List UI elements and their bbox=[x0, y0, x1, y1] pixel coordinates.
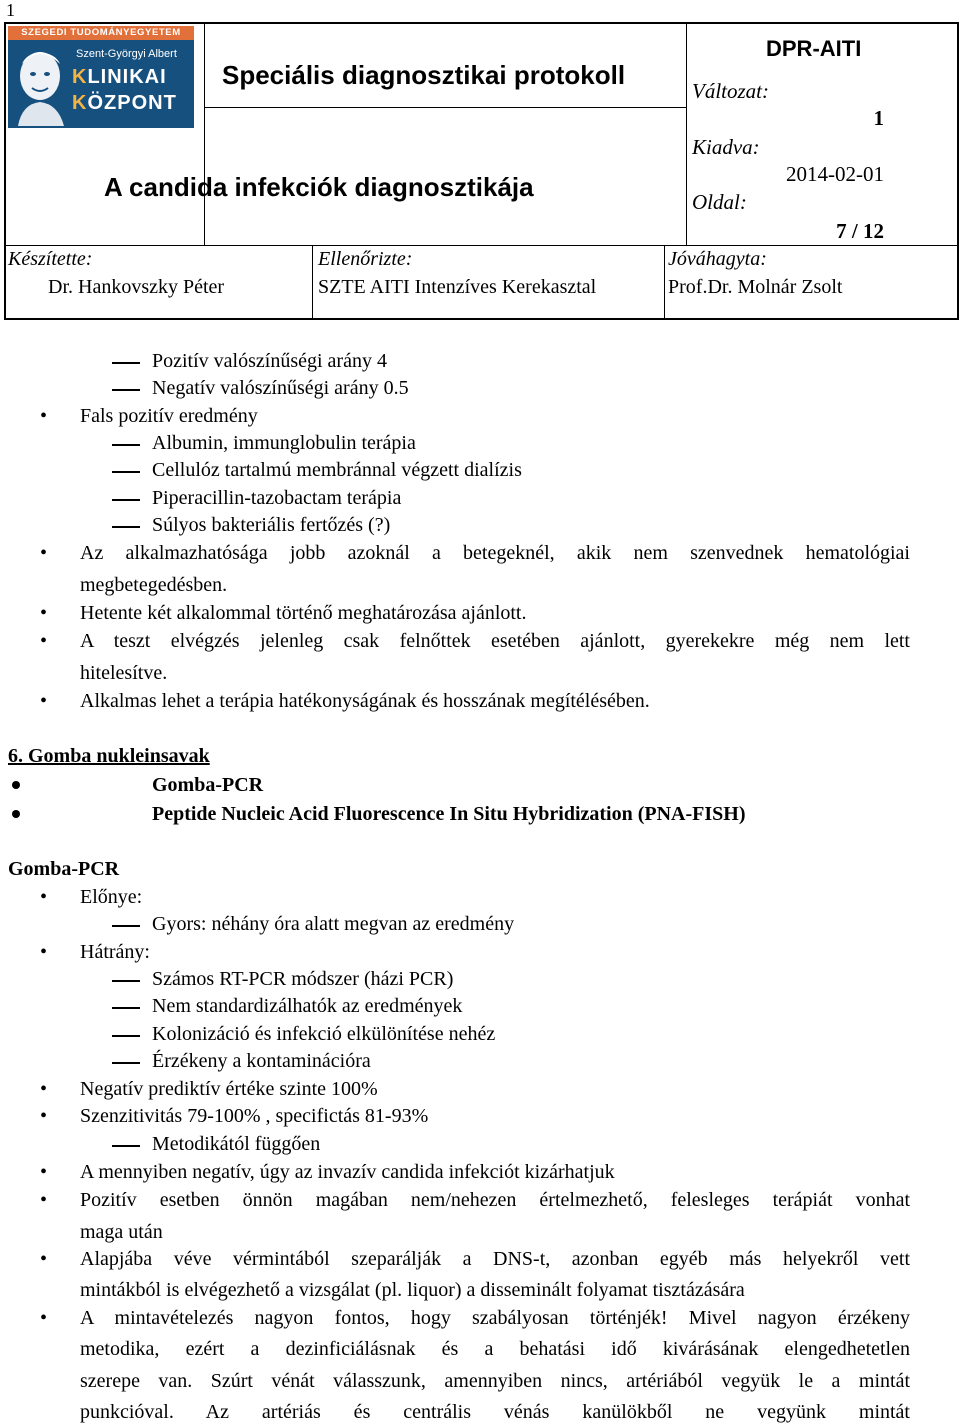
dash-marker bbox=[112, 925, 140, 927]
list-item: A mennyiben negatív, úgy az invazív candida infekciót kizárhatjuk bbox=[80, 1161, 615, 1183]
list-item: Gomba-PCR bbox=[152, 774, 264, 796]
list-item-continuation: metodika, ezért a dezinficiálásnak és a behatási idő kivárásának elengedhetetlen bbox=[80, 1338, 910, 1360]
dash-marker bbox=[112, 1062, 140, 1064]
page-value: 7 / 12 bbox=[836, 219, 884, 243]
page-number: 1 bbox=[6, 0, 15, 20]
bullet-icon: • bbox=[40, 941, 48, 963]
version-value: 1 bbox=[873, 106, 884, 130]
section-heading: 6. Gomba nukleinsavak bbox=[8, 745, 210, 767]
list-item-continuation: szerepe van. Szúrt vénát válasszunk, amennyiben nincs, artériából vegyük le a mintát bbox=[80, 1370, 910, 1392]
logo-line-2: KÖZPONT bbox=[72, 92, 177, 114]
list-item: Súlyos bakteriális fertőzés (?) bbox=[152, 514, 391, 536]
bullet-icon: • bbox=[40, 405, 48, 427]
dash-marker bbox=[112, 980, 140, 982]
version-label: Változat: bbox=[692, 79, 769, 103]
document-code: DPR-AITI bbox=[766, 36, 862, 61]
list-item: Alkalmas lehet a terápia hatékonyságának és hosszának megítélésében. bbox=[80, 690, 650, 712]
approved-label: Jóváhagyta: bbox=[668, 248, 767, 270]
logo-subtitle: Szent-Györgyi Albert bbox=[76, 48, 177, 60]
university-logo bbox=[8, 26, 194, 128]
header-divider-signatures bbox=[4, 245, 959, 246]
bullet-icon: • bbox=[40, 690, 48, 712]
list-item: Pozitív valószínűségi arány 4 bbox=[152, 350, 387, 372]
page-label: Oldal: bbox=[692, 190, 747, 214]
list-item-continuation: maga után bbox=[80, 1221, 163, 1243]
list-item: A teszt elvégzés jelenleg csak felnőttek esetében ajánlott, gyerekekre még nem lett bbox=[80, 630, 910, 652]
bullet-icon: • bbox=[40, 602, 48, 624]
dash-marker bbox=[112, 444, 140, 446]
header-divider-sig2 bbox=[664, 245, 665, 320]
issued-value: 2014-02-01 bbox=[786, 162, 884, 186]
list-item: Peptide Nucleic Acid Fluorescence In Situ Hybridization (PNA-FISH) bbox=[152, 803, 746, 825]
bullet-icon: • bbox=[40, 1105, 48, 1127]
bullet-icon: • bbox=[40, 1248, 48, 1270]
bullet-icon bbox=[12, 781, 20, 789]
bullet-icon: • bbox=[40, 886, 48, 908]
list-item: Albumin, immunglobulin terápia bbox=[152, 432, 416, 454]
list-item-continuation: hitelesítve. bbox=[80, 662, 168, 684]
header-border-bottom bbox=[4, 318, 959, 320]
portrait-icon bbox=[12, 42, 70, 126]
header-divider-titles bbox=[204, 107, 687, 108]
list-item: Negatív valószínűségi arány 0.5 bbox=[152, 377, 409, 399]
list-item: Számos RT-PCR módszer (házi PCR) bbox=[152, 968, 454, 990]
logo-strip-text: SZEGEDI TUDOMÁNYEGYETEM bbox=[8, 26, 194, 40]
list-item: Kolonizáció és infekció elkülönítése nehéz bbox=[152, 1023, 496, 1045]
dash-marker bbox=[112, 362, 140, 364]
list-item: Piperacillin-tazobactam terápia bbox=[152, 487, 402, 509]
issued-label: Kiadva: bbox=[692, 135, 760, 159]
list-item: A mintavételezés nagyon fontos, hogy szabályosan történjék! Mivel nagyon érzékeny bbox=[80, 1307, 910, 1329]
document-title: Speciális diagnosztikai protokoll bbox=[222, 60, 626, 90]
header-border-left bbox=[4, 22, 6, 320]
dash-marker bbox=[112, 1007, 140, 1009]
header-divider-logo bbox=[204, 22, 205, 246]
header-border-top bbox=[4, 22, 959, 24]
logo-line-1: KLINIKAI bbox=[72, 66, 167, 88]
list-item: Érzékeny a kontaminációra bbox=[152, 1050, 371, 1072]
bullet-icon: • bbox=[40, 630, 48, 652]
bullet-icon: • bbox=[40, 1161, 48, 1183]
bullet-icon: • bbox=[40, 542, 48, 564]
header-divider-sig1 bbox=[312, 245, 313, 320]
checked-label: Ellenőrizte: bbox=[318, 248, 413, 270]
list-item: Nem standardizálhatók az eredmények bbox=[152, 995, 463, 1017]
subsection-heading: Gomba-PCR bbox=[8, 858, 120, 880]
dash-marker bbox=[112, 1145, 140, 1147]
prepared-label: Készítette: bbox=[8, 248, 93, 270]
header-border-right bbox=[957, 22, 959, 320]
dash-marker bbox=[112, 389, 140, 391]
dash-marker bbox=[112, 499, 140, 501]
list-item: Az alkalmazhatósága jobb azoknál a betegeknél, akik nem szenvednek hematológiai bbox=[80, 542, 910, 564]
list-item: Szenzitivitás 79-100% , specifictás 81-93% bbox=[80, 1105, 429, 1127]
list-item-continuation: megbetegedésben. bbox=[80, 574, 228, 596]
list-item: Gyors: néhány óra alatt megvan az eredmény bbox=[152, 913, 515, 935]
dash-marker bbox=[112, 526, 140, 528]
list-item: Pozitív esetben önnön magában nem/nehezen értelmezhető, felesleges terápiát vonhat bbox=[80, 1189, 910, 1211]
prepared-value: Dr. Hankovszky Péter bbox=[48, 276, 225, 298]
bullet-icon bbox=[12, 810, 20, 818]
approved-value: Prof.Dr. Molnár Zsolt bbox=[668, 276, 843, 298]
list-item: Hetente két alkalommal történő meghatározása ajánlott. bbox=[80, 602, 527, 624]
list-item-continuation: mintákból is elvégezhető a vizsgálat (pl. liquor) a disseminált folyamat tisztázására bbox=[80, 1279, 745, 1301]
list-item: Fals pozitív eredmény bbox=[80, 405, 258, 427]
dash-marker bbox=[112, 1035, 140, 1037]
bullet-icon: • bbox=[40, 1307, 48, 1329]
bullet-icon: • bbox=[40, 1078, 48, 1100]
list-item: Negatív prediktív értéke szinte 100% bbox=[80, 1078, 378, 1100]
header-divider-meta bbox=[686, 22, 687, 246]
list-item: Cellulóz tartalmú membránnal végzett dialízis bbox=[152, 459, 522, 481]
checked-value: SZTE AITI Intenzíves Kerekasztal bbox=[318, 276, 597, 298]
dash-marker bbox=[112, 471, 140, 473]
list-item: Alapjába véve vérmintából szeparálják a DNS-t, azonban egyéb más helyekről vett bbox=[80, 1248, 910, 1270]
list-item-continuation: punkcióval. Az artériás és centrális vénás kanülökből ne vegyünk mintát bbox=[80, 1401, 910, 1423]
bullet-icon: • bbox=[40, 1189, 48, 1211]
document-subtitle: A candida infekciók diagnosztikája bbox=[104, 172, 534, 202]
list-item: Előnye: bbox=[80, 886, 143, 908]
list-item: Metodikától függően bbox=[152, 1133, 321, 1155]
list-item: Hátrány: bbox=[80, 941, 150, 963]
